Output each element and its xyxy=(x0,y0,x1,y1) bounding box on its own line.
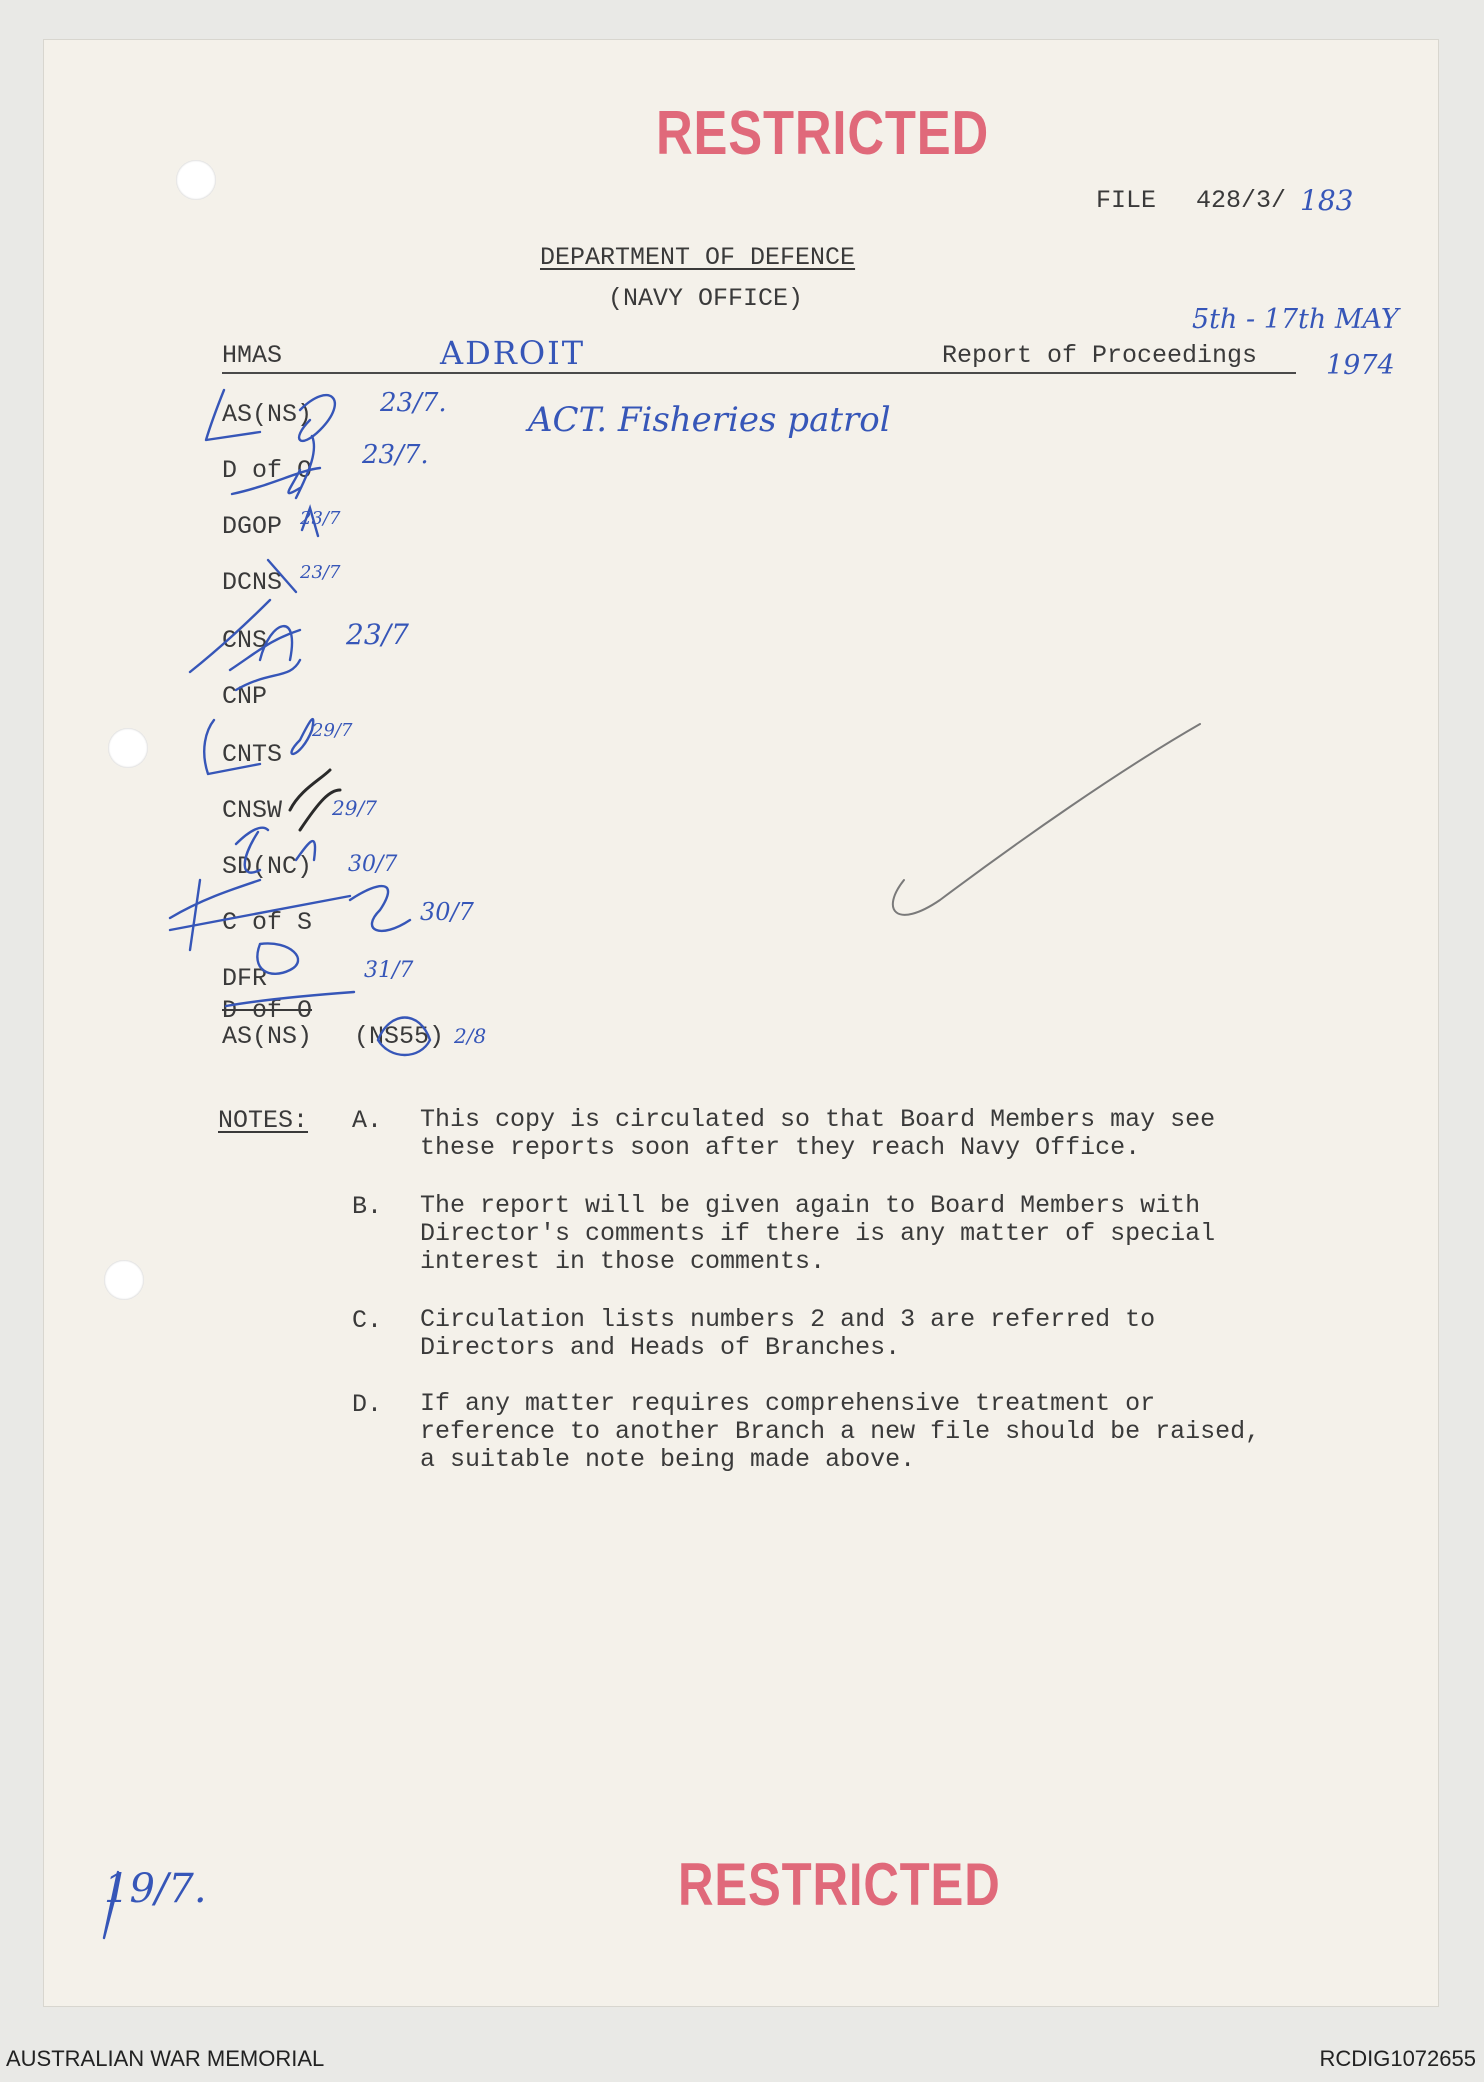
circulation-initial-date: 23/7 xyxy=(300,562,341,583)
file-number: 428/3/ xyxy=(1196,186,1287,215)
circulation-code: D of O xyxy=(222,456,313,485)
subject-handwritten: ACT. Fisheries patrol xyxy=(528,400,891,440)
note-c-letter: C. xyxy=(352,1306,383,1335)
final-entry-date: 2/8 xyxy=(454,1024,487,1048)
circulation-initial-date: 29/7 xyxy=(312,720,353,741)
circulation-code: DGOP xyxy=(222,512,283,541)
note-a-letter: A. xyxy=(352,1106,383,1135)
ship-name-handwritten: ADROIT xyxy=(440,334,586,372)
circulation-initial-date: 30/7 xyxy=(348,852,398,877)
office-subtitle: (NAVY OFFICE) xyxy=(608,284,804,313)
punch-hole-top xyxy=(176,160,216,200)
ship-prefix: HMAS xyxy=(222,341,283,370)
note-d-letter: D. xyxy=(352,1390,383,1419)
restricted-stamp-bottom: RESTRICTED xyxy=(678,1851,1001,1918)
circulation-initial-date: 31/7 xyxy=(364,958,414,983)
circulation-code: SD(NC) xyxy=(222,852,313,881)
circulation-code: AS(NS) xyxy=(222,1022,313,1051)
circulation-code: CNTS xyxy=(222,740,283,769)
notes-label: NOTES: xyxy=(218,1106,309,1135)
circulation-code: DCNS xyxy=(222,568,283,597)
footer-catalogue-id: RCDIG1072655 xyxy=(1319,2046,1476,2071)
punch-hole-middle xyxy=(108,728,148,768)
circulation-code: AS(NS) xyxy=(222,400,313,429)
department-title: DEPARTMENT OF DEFENCE xyxy=(540,243,856,272)
circulation-code: CNP xyxy=(222,682,268,711)
final-entry-code: (NS55) xyxy=(354,1022,445,1051)
circulation-code: CNS xyxy=(222,626,268,655)
ship-line-rule xyxy=(222,372,1296,374)
note-a-text: This copy is circulated so that Board Members may see these reports soon after they reach Navy Office. xyxy=(420,1105,1216,1162)
file-label: FILE xyxy=(1096,186,1157,215)
report-of-proceedings: Report of Proceedings xyxy=(942,341,1258,370)
restricted-stamp-top: RESTRICTED xyxy=(656,99,990,168)
circulation-initial-date: 23/7 xyxy=(300,508,341,529)
report-dates-handwritten: 5th - 17th MAY xyxy=(1192,304,1399,335)
note-c-text: Circulation lists numbers 2 and 3 are referred to Directors and Heads of Branches. xyxy=(420,1305,1156,1362)
circulation-code: CNSW xyxy=(222,796,283,825)
circulation-code: DFR xyxy=(222,964,268,993)
circulation-initial-date: 30/7 xyxy=(420,898,474,926)
note-b-text: The report will be given again to Board Members with Director's comments if there is any matter of special interest in those comments. xyxy=(420,1191,1216,1276)
note-b-letter: B. xyxy=(352,1192,383,1221)
circulation-code-struck: D of O xyxy=(222,996,313,1025)
circulation-code: C of S xyxy=(222,908,313,937)
report-year-handwritten: 1974 xyxy=(1326,350,1395,381)
circulation-initial-date: 23/7. xyxy=(380,388,447,418)
file-number-handwritten: 183 xyxy=(1300,184,1354,217)
bottom-initial-date: 19/7. xyxy=(104,1866,207,1912)
circulation-initial-date: 23/7. xyxy=(362,440,429,470)
circulation-initial-date: 29/7 xyxy=(332,796,377,820)
note-d-text: If any matter requires comprehensive treatment or reference to another Branch a new file should be raised, a suitable note being made above. xyxy=(420,1389,1261,1474)
footer-archive-name: AUSTRALIAN WAR MEMORIAL xyxy=(6,2046,325,2071)
punch-hole-bottom xyxy=(104,1260,144,1300)
circulation-initial-date: 23/7 xyxy=(346,618,409,651)
